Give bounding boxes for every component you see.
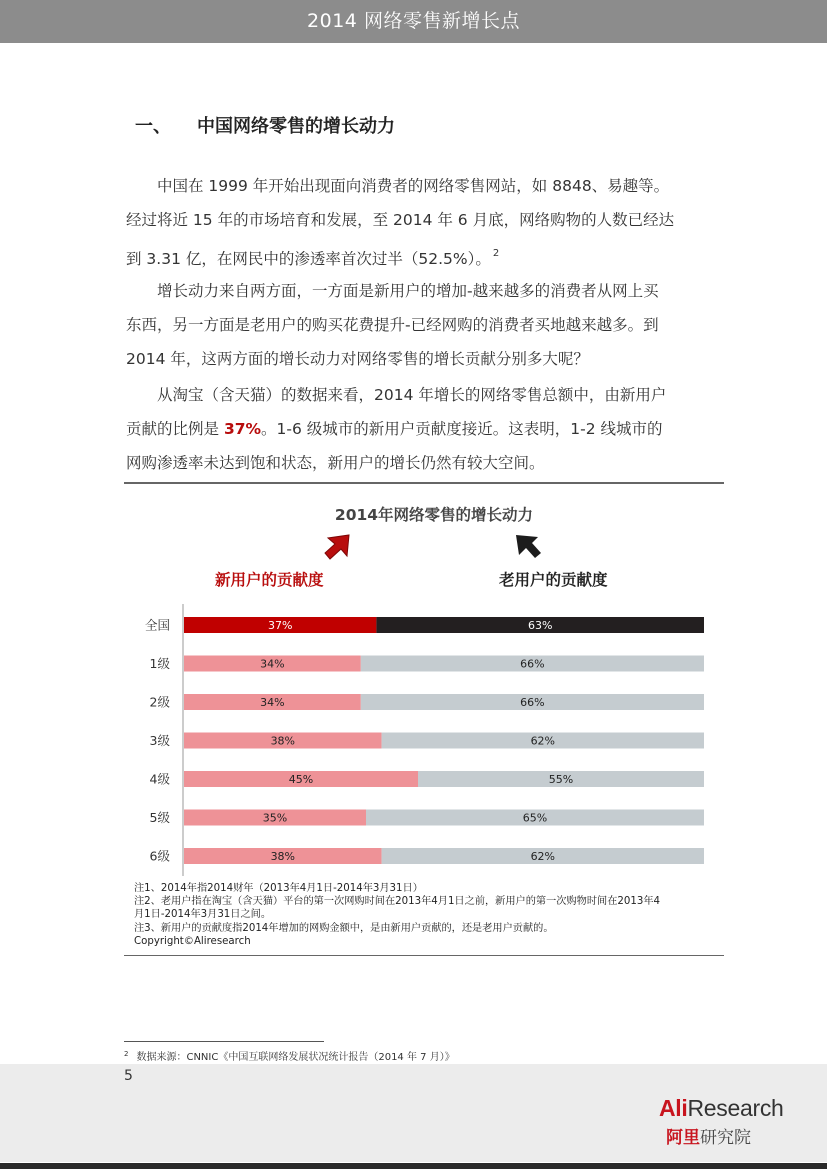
chart-notes: [134, 882, 724, 948]
data-label-old: 63%: [527, 619, 553, 632]
aliresearch-logo-cn: [666, 1123, 751, 1148]
logo-cn-red: 阿里: [666, 1128, 700, 1148]
data-label-new: 38%: [270, 850, 296, 863]
category-label: 2级: [149, 694, 170, 710]
category-label: 1级: [149, 656, 170, 671]
category-label: 6级: [149, 848, 170, 864]
footnote-ref[interactable]: 2: [492, 248, 500, 259]
data-label-old: 66%: [520, 657, 545, 671]
chart-bottom-rule: [124, 955, 724, 956]
category-label: 5级: [149, 810, 170, 825]
paragraph-2-line-2: 东西，另一方面是老用户的购买花费提升-已经网购的消费者买地越来越多。到: [126, 316, 659, 334]
data-label-new: 37%: [267, 619, 293, 632]
note-2a: 注2、老用户指在淘宝（含天猫）平台的第一次网购时间在2013年4月1日之前，新用户的第一次购物时间在2013年4: [134, 896, 661, 908]
note-2b: 月1日-2014年3月31日之间。: [134, 909, 272, 921]
data-label-new: 34%: [260, 657, 285, 671]
aliresearch-logo: [659, 1095, 784, 1122]
copyright: Copyright©Aliresearch: [134, 935, 251, 947]
paragraph-2-line-1: 增长动力来自两方面，一方面是新用户的增加-越来越多的消费者从网上买: [157, 282, 659, 300]
data-label-old: 62%: [530, 734, 556, 748]
note-1: 注1、2014年指2014财年（2013年4月1日-2014年3月31日）: [134, 883, 423, 894]
footnote: [124, 1048, 455, 1063]
logo-research: Research: [687, 1095, 784, 1121]
highlight-37-percent: 37%: [223, 420, 262, 438]
section-title: 中国网络零售的增长动力: [197, 116, 395, 137]
category-label: 4级: [149, 771, 170, 787]
footnote-text: 数据来源：CNNIC《中国互联网络发展状况统计报告（2014 年 7 月）》: [136, 1052, 455, 1063]
paragraph-1-line-3-text: 到 3.31 亿，在网民中的渗透率首次过半（52.5%）。: [126, 250, 491, 268]
section-number: 一、: [135, 116, 171, 137]
data-label-new: 38%: [270, 734, 296, 748]
category-label: 全国: [144, 617, 170, 633]
header-title: 2014 网络零售新增长点: [307, 10, 520, 32]
logo-cn: 研究院: [700, 1128, 751, 1148]
paragraph-3-line-1: 从淘宝（含天猫）的数据来看，2014 年增长的网络零售总额中，由新用户: [157, 386, 667, 404]
legend-old-users: 老用户的贡献度: [499, 571, 608, 589]
data-label-old: 62%: [530, 850, 556, 863]
paragraph-1-line-1: 中国在 1999 年开始出现面向消费者的网络零售网站，如 8848、易趣等。: [157, 177, 670, 195]
bottom-border: [0, 1163, 827, 1169]
note-3: 注3、新用户的贡献度指2014年增加的网购金额中，是由新用户贡献的，还是老用户贡献的。: [134, 922, 554, 934]
data-label-new: 35%: [262, 811, 288, 825]
page-number: 5: [124, 1068, 133, 1084]
paragraph-1-line-2: 经过将近 15 年的市场培育和发展，至 2014 年 6 月底，网络购物的人数已经达: [126, 211, 675, 229]
data-label-new: 45%: [288, 773, 314, 786]
legend-new-users: 新用户的贡献度: [215, 571, 324, 589]
paragraph-2-line-3: 2014 年，这两方面的增长动力对网络零售的增长贡献分别多大呢？: [126, 350, 589, 368]
data-label-old: 55%: [548, 773, 574, 786]
footnote-rule: [124, 1041, 324, 1042]
category-label: 3级: [149, 733, 170, 748]
data-label-old: 65%: [522, 811, 548, 825]
chart-title: 2014年网络零售的增长动力: [334, 506, 534, 524]
logo-ali: Ali: [659, 1095, 688, 1121]
paragraph-3-line-2-post: 。1-6 级城市的新用户贡献度接近。这表明，1-2 线城市的: [261, 420, 663, 438]
data-label-old: 66%: [520, 696, 545, 709]
footnote-number: 2: [124, 1050, 129, 1058]
paragraph-3-line-3: 网购渗透率未达到饱和状态，新用户的增长仍然有较大空间。: [126, 454, 545, 472]
paragraph-3-line-2-pre: 贡献的比例是: [126, 420, 224, 438]
data-label-new: 34%: [260, 696, 285, 709]
